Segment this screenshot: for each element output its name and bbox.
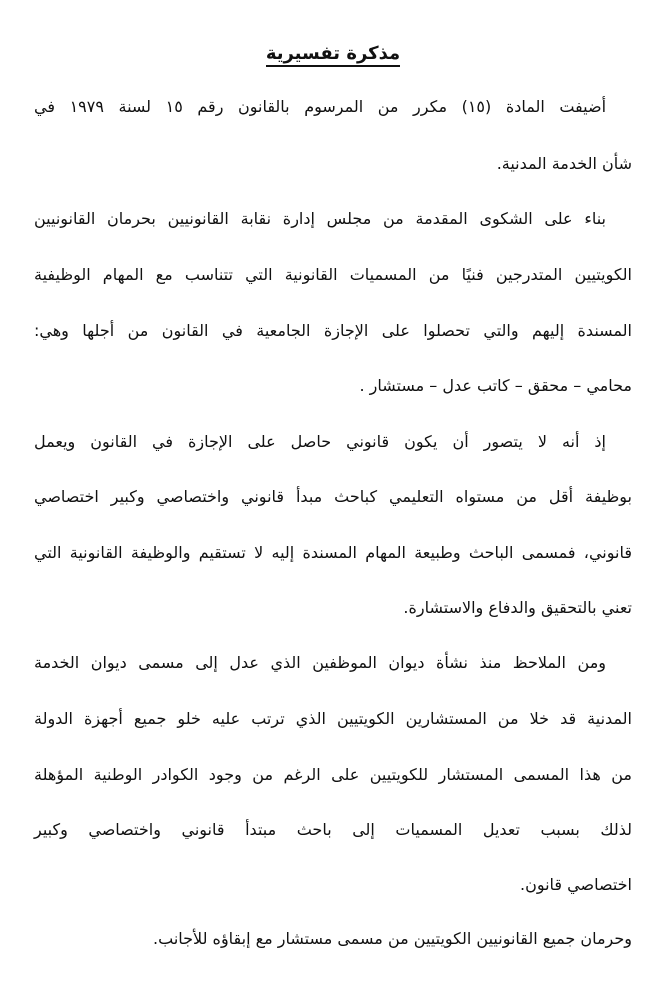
paragraph-1-line-2: شأن الخدمة المدنية. [496,154,632,173]
paragraph-2-line-1: بناء على الشكوى المقدمة من مجلس إدارة نقابة القانونيين بحرمان القانونيين [34,209,606,228]
paragraph-4-line-1: ومن الملاحظ منذ نشأة ديوان الموظفين الذي عدل إلى مسمى ديوان الخدمة [34,653,606,672]
paragraph-2-line-3: المسندة إليهم والتي تحصلوا على الإجازة الجامعية في القانون من أجلها وهي: [34,321,632,340]
paragraph-4-line-3: من هذا المسمى المستشار للكويتيين على الرغم من وجود الكوادر الوطنية المؤهلة [34,765,632,784]
page-title-text: مذكرة تفسيرية [266,43,400,67]
paragraph-4-line-5: اختصاصي قانون. [520,875,632,894]
paragraph-3-line-3: قانوني، فمسمى الباحث وطبيعة المهام المسندة إليه لا تستقيم والوظيفة القانونية التي [34,543,632,562]
page-title [0,42,666,66]
paragraph-2-line-2: الكويتيين المتدرجين فنيًا من المسميات القانونية التي تتناسب مع المهام الوظيفية [34,265,632,284]
paragraph-4-line-2: المدنية قد خلا من المستشارين الكويتيين الذي ترتب عليه خلو جميع أجهزة الدولة [34,709,632,728]
paragraph-3-line-4: تعني بالتحقيق والدفاع والاستشارة. [403,598,632,617]
paragraph-5-line-1: وحرمان جميع القانونيين الكويتيين من مسمى مستشار مع إبقاؤه للأجانب. [153,929,632,948]
paragraph-2-line-4: محامي – محقق – كاتب عدل – مستشار . [359,376,632,395]
paragraph-3-line-2: بوظيفة أقل من مستواه التعليمي كباحث مبدأ قانوني واختصاصي وكبير اختصاصي [34,487,632,506]
paragraph-4-line-4: لذلك بسبب تعديل المسميات إلى باحث مبتدأ قانوني واختصاصي وكبير [34,820,632,839]
paragraph-1-line-1: أضيفت المادة (١٥) مكرر من المرسوم بالقانون رقم ١٥ لسنة ١٩٧٩ في [34,97,607,116]
paragraph-3-line-1: إذ أنه لا يتصور أن يكون قانوني حاصل على الإجازة في القانون ويعمل [34,432,606,451]
